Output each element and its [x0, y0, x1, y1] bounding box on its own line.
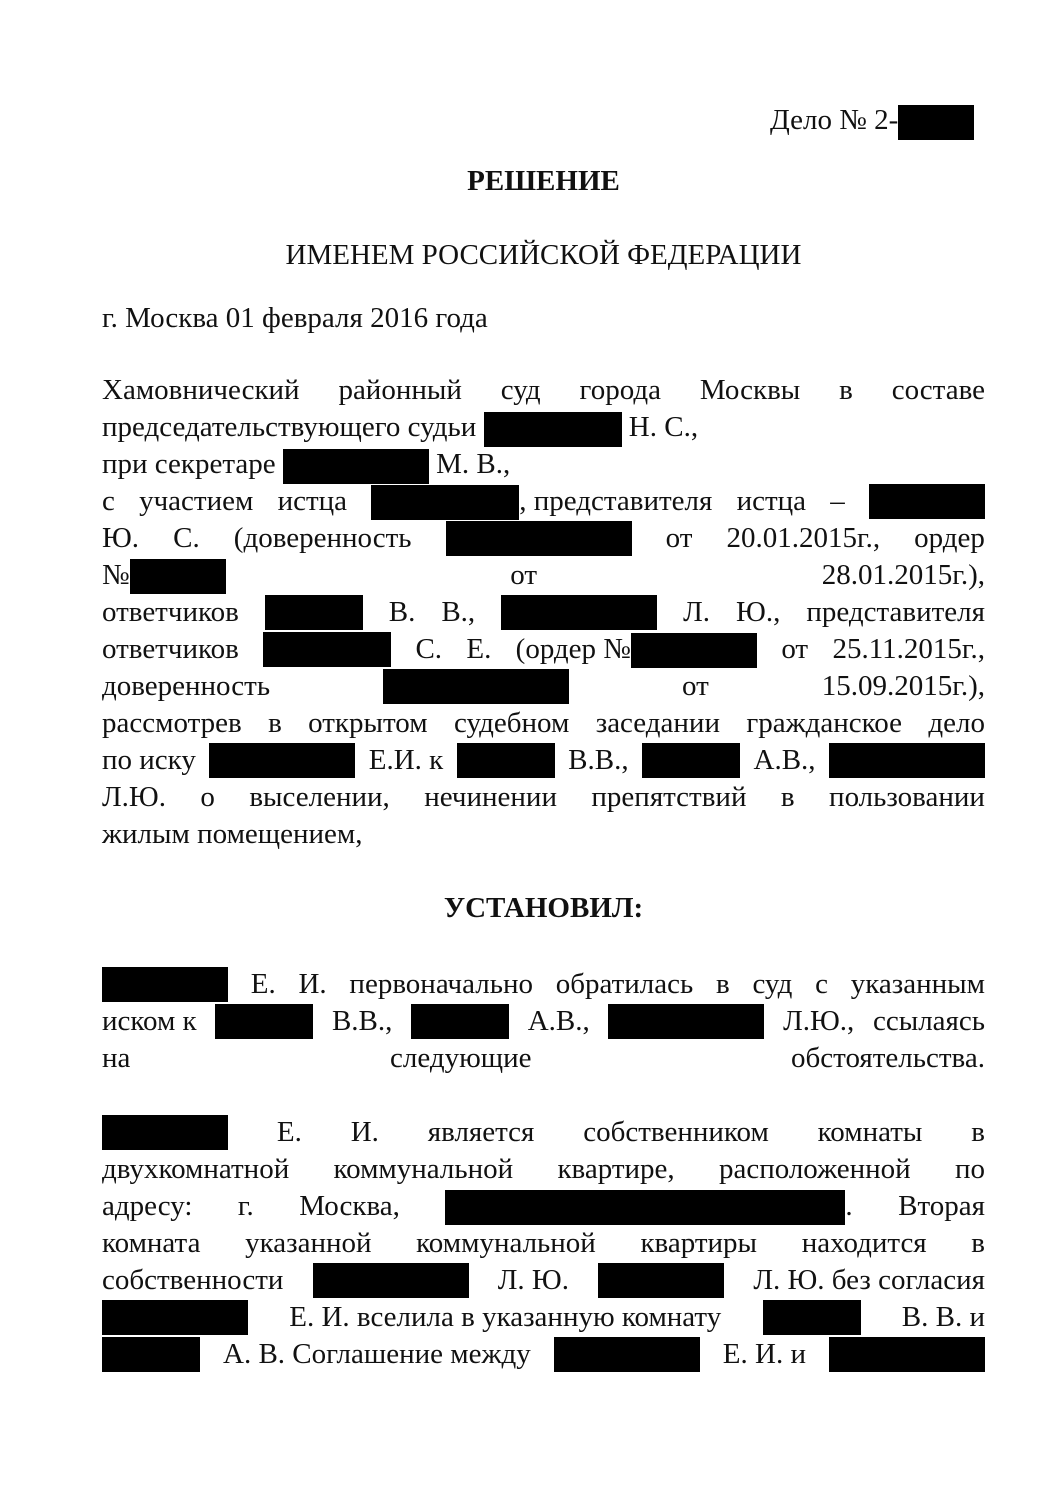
- intro-line-7: ответчиков В. В., Л. Ю., представителя: [102, 596, 985, 628]
- redaction-box: [898, 105, 974, 140]
- redaction-box: [283, 449, 429, 484]
- intro-line-9: доверенность от 15.09.2015г.),: [102, 670, 985, 702]
- intro-line-8: ответчиков С. Е. (ордер № от 25.11.2015г.,: [102, 631, 985, 668]
- para2-line-3: адресу: г. Москва, . Вторая: [102, 1188, 985, 1225]
- redaction-box: [446, 521, 632, 556]
- redaction-box: [457, 743, 555, 778]
- redaction-box: [411, 1004, 509, 1039]
- redaction-box: [501, 595, 657, 630]
- intro-line-10: рассмотрев в открытом судебном заседании гражданское дело: [102, 707, 985, 739]
- intro-line-1: Хамовнический районный суд города Москвы в составе: [102, 374, 985, 406]
- para2-line-5: собственности Л. Ю. Л. Ю. без согласия: [102, 1264, 985, 1296]
- redaction-box: [209, 743, 355, 778]
- redaction-box: [763, 1300, 861, 1335]
- intro-line-11: по иску Е.И. к В.В., А.В.,: [102, 742, 985, 779]
- redaction-box: [102, 967, 228, 1002]
- para2-line-1: Е. И. является собственником комнаты в: [102, 1114, 985, 1151]
- para2-line-6: Е. И. вселила в указанную комнату В. В. и: [102, 1299, 985, 1336]
- redaction-box: [829, 1337, 985, 1372]
- section-heading: УСТАНОВИЛ:: [443, 892, 644, 924]
- redaction-box: [642, 743, 740, 778]
- intro-line-13: жилым помещением,: [102, 818, 363, 850]
- para2-line-7: А. В. Соглашение между Е. И. и: [102, 1336, 985, 1373]
- intro-line-3: при секретаре М. В.,: [102, 446, 985, 483]
- para1-line-2: иском к В.В., А.В., Л.Ю., ссылаясь: [102, 1005, 985, 1037]
- redaction-box: [313, 1263, 469, 1298]
- document-title: РЕШЕНИЕ: [467, 165, 620, 197]
- para2-line-2: двухкомнатной коммунальной квартире, расположенной по: [102, 1153, 985, 1185]
- redaction-box: [608, 1004, 764, 1039]
- redaction-box: [383, 669, 569, 704]
- redaction-box: [102, 1337, 200, 1372]
- redaction-box: [371, 485, 519, 520]
- intro-line-12: Л.Ю. о выселении, нечинении препятствий в пользовании: [102, 781, 985, 813]
- redaction-box: [631, 633, 757, 668]
- para2-line-4: комната указанной коммунальной квартиры находится в: [102, 1227, 985, 1259]
- para1-line-1: Е. И. первоначально обратилась в суд с указанным: [102, 966, 985, 1003]
- document-subtitle: ИМЕНЕМ РОССИЙСКОЙ ФЕДЕРАЦИИ: [285, 239, 802, 271]
- redaction-box: [130, 559, 226, 594]
- redaction-box: [554, 1337, 700, 1372]
- redaction-box: [598, 1263, 724, 1298]
- intro-line-4: с участием истца , представителя истца –: [102, 483, 985, 520]
- case-number: [770, 102, 974, 139]
- redaction-box: [102, 1300, 248, 1335]
- redaction-box: [263, 632, 391, 667]
- redaction-box: [445, 1190, 845, 1225]
- intro-line-5: Ю. С. (доверенность от 20.01.2015г., ордер: [102, 522, 985, 554]
- redaction-box: [265, 595, 363, 630]
- case-number-label: Дело № 2-: [770, 104, 899, 136]
- redaction-box: [215, 1004, 313, 1039]
- redaction-box: [869, 484, 985, 519]
- para1-line-3: на следующие обстоятельства.: [102, 1042, 985, 1074]
- intro-line-6: № от 28.01.2015г.),: [102, 557, 985, 594]
- redaction-box: [484, 412, 622, 447]
- redaction-box: [102, 1115, 228, 1150]
- intro-line-2: председательствующего судьи Н. С.,: [102, 409, 985, 446]
- redaction-box: [829, 743, 985, 778]
- place-date: г. Москва 01 февраля 2016 года: [102, 302, 488, 334]
